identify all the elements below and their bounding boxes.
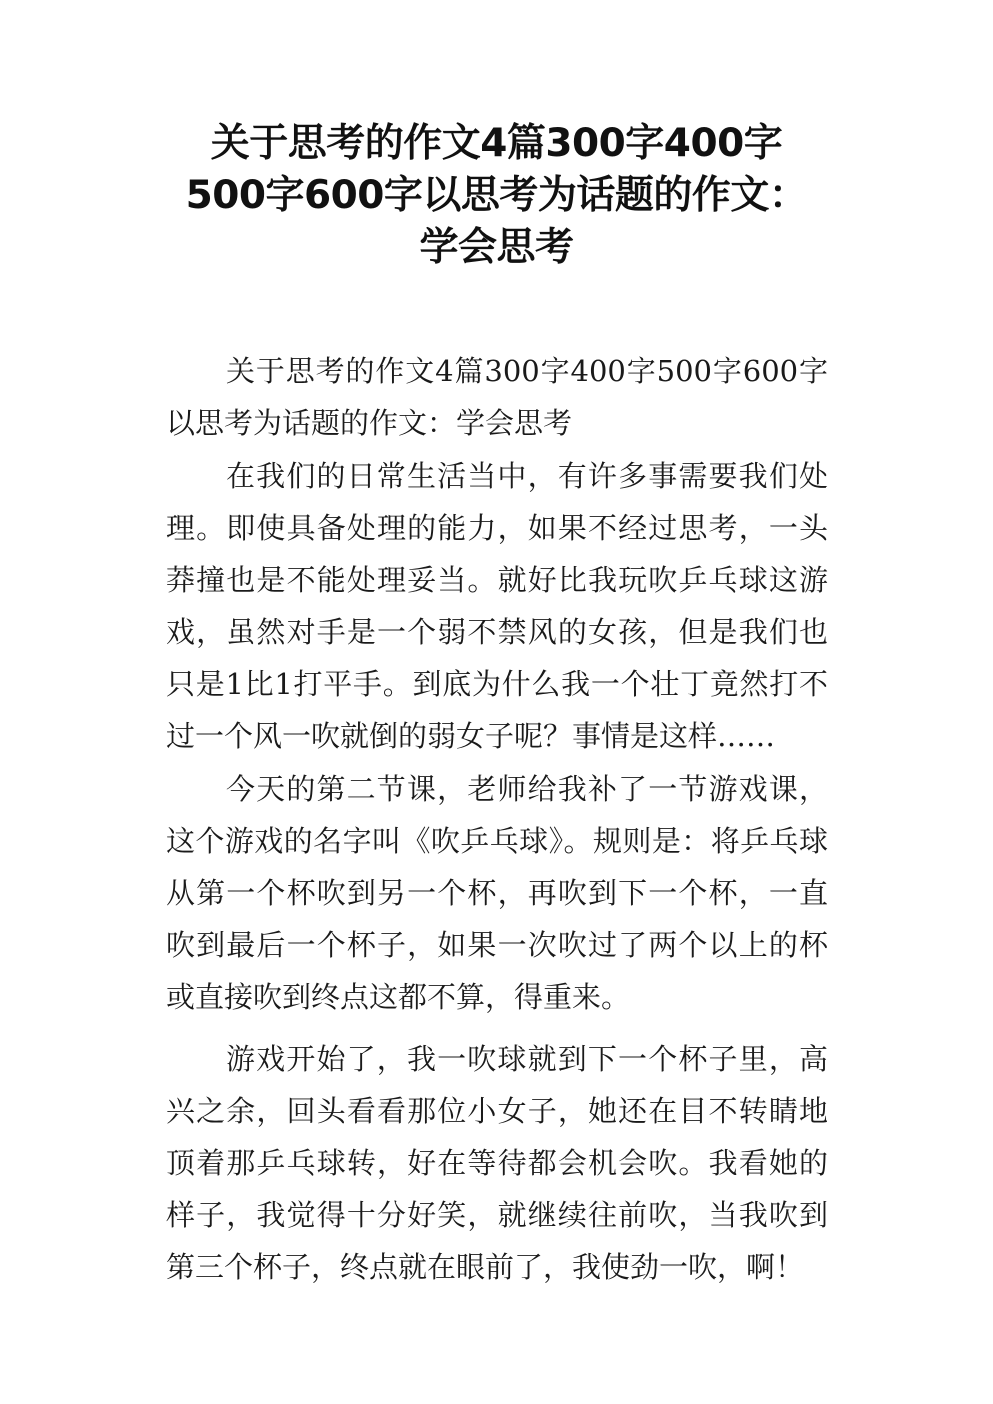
paragraph-3: 游戏开始了，我一吹球就到下一个杯子里，高兴之余，回头看看那位小女子，她还在目不转睛地顶着那乒乓球转，好在等待都会机会吹。我看她的样子，我觉得十分好笑，就继续往前吹，当我吹到第三个杯子，终点就在眼前了，我使劲一吹，啊！ <box>166 1042 828 1284</box>
paragraph-intro: 关于思考的作文4篇300字400字500字600字以思考为话题的作文：学会思考 <box>166 354 828 440</box>
paragraph-2: 今天的第二节课，老师给我补了一节游戏课，这个游戏的名字叫《吹乒乓球》。规则是：将乒乓球从第一个杯吹到另一个杯，再吹到下一个杯，一直吹到最后一个杯子，如果一次吹过了两个以上的杯或直接吹到终点这都不算，得重来。 <box>166 772 828 1014</box>
document-title <box>120 118 873 274</box>
title-line-2: 500字600字以思考为话题的作文： <box>185 173 808 218</box>
title-line-3: 学会思考 <box>419 225 574 270</box>
document-body <box>166 345 828 1294</box>
title-line-1: 关于思考的作文4篇300字400字 <box>210 121 783 166</box>
paragraph-1: 在我们的日常生活当中，有许多事需要我们处理。即使具备处理的能力，如果不经过思考，一头莽撞也是不能处理妥当。就好比我玩吹乒乓球这游戏，虽然对手是一个弱不禁风的女孩，但是我们也只是1比1打平手。到底为什么我一个壮丁竟然打不过一个风一吹就倒的弱女子呢？事情是这样…… <box>166 459 828 753</box>
